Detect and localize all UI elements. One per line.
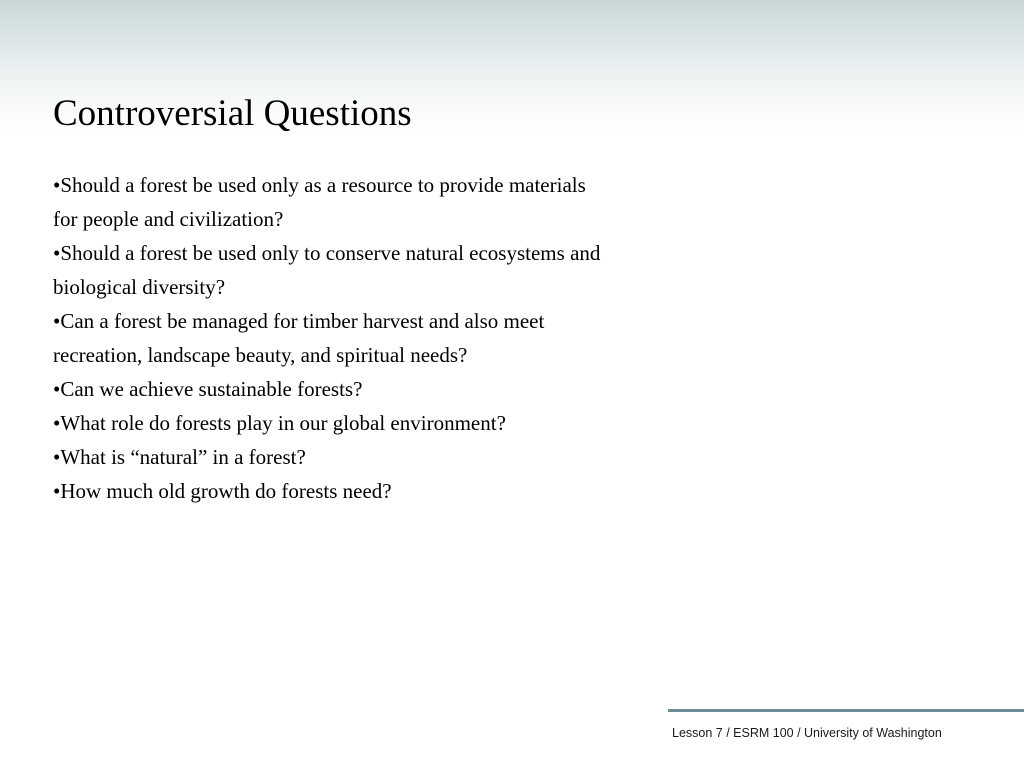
bullet-line-8: •What role do forests play in our global environment?: [53, 411, 506, 435]
footer-caption: Lesson 7 / ESRM 100 / University of Washington: [672, 726, 942, 740]
bullet-list: [53, 168, 733, 508]
bullet-line-7: •Can we achieve sustainable forests?: [53, 377, 363, 401]
slide-title: Controversial Questions: [53, 93, 412, 134]
footer-divider: [668, 709, 1024, 712]
bullet-line-2: for people and civilization?: [53, 207, 284, 231]
bullet-line-3: •Should a forest be used only to conserve natural ecosystems and: [53, 241, 601, 265]
bullet-line-1: •Should a forest be used only as a resource to provide materials: [53, 173, 586, 197]
bullet-line-9: •What is “natural” in a forest?: [53, 445, 306, 469]
bullet-line-5: •Can a forest be managed for timber harvest and also meet: [53, 309, 545, 333]
bullet-line-4: biological diversity?: [53, 275, 226, 299]
bullet-line-6: recreation, landscape beauty, and spiritual needs?: [53, 343, 468, 367]
bullet-line-10: •How much old growth do forests need?: [53, 479, 392, 503]
